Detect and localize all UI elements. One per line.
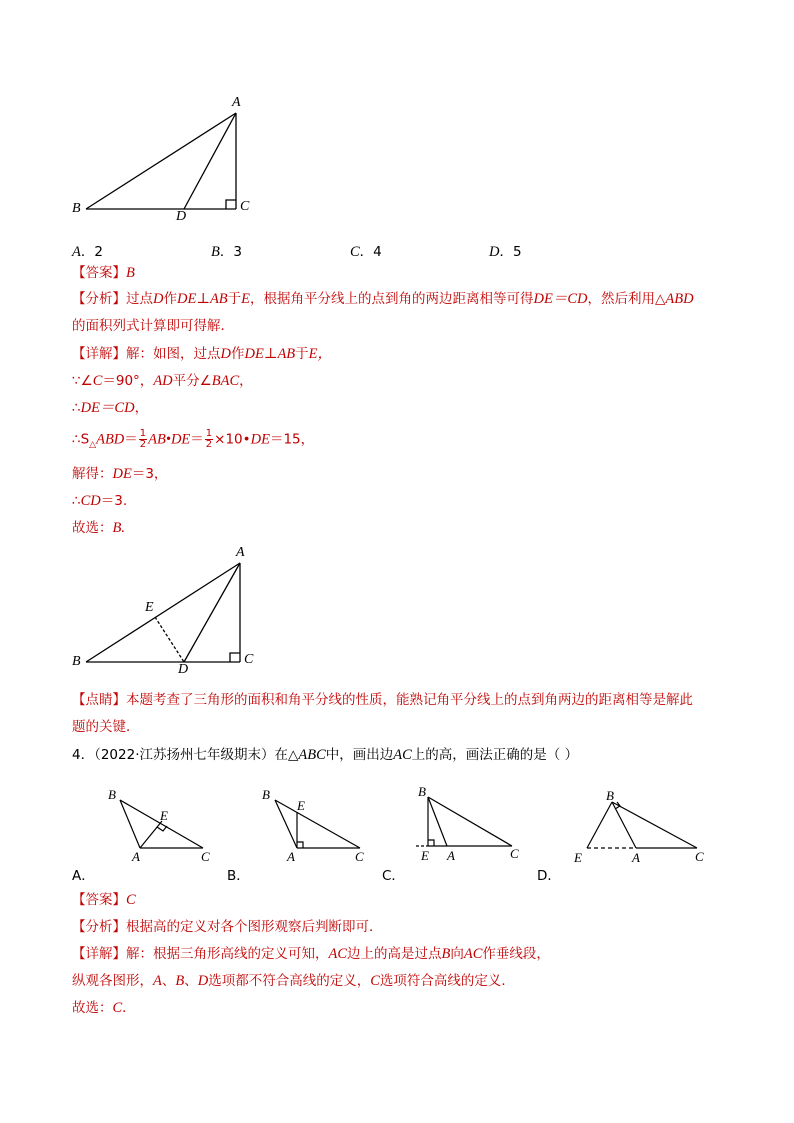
q3-note-line-2: 题的关键． (72, 719, 140, 735)
q4a-label-a: A (132, 849, 140, 864)
q4-option-d: D． (537, 868, 561, 884)
q4d-label-b: B (606, 788, 614, 803)
q4d-label-c: C (695, 849, 704, 864)
q4-option-c: C． (382, 868, 405, 884)
q4b-label-e: E (297, 798, 305, 813)
fraction-half-2: $\frac{1}{2}$ (205, 428, 213, 450)
q3-step-3: $\therefore S_\triangle ABD=$ $\frac{1}{2}$ AB•DE＝ $\frac{1}{2}$ ×10•DE＝15， (72, 428, 315, 451)
q4c-label-a: A (447, 848, 455, 863)
q4-option-a: A． (72, 868, 95, 884)
q4b-label-c: C (355, 849, 364, 864)
q4a-label-b: B (108, 787, 116, 802)
q4-detail-line-2: 纵观各图形，A、B、D选项都不符合高线的定义，C选项符合高线的定义． (72, 973, 515, 989)
q4c-label-c: C (510, 846, 519, 861)
q3-note-line-1: 【点睛】本题考查了三角形的面积和角平分线的性质，能熟记角平分线上的点到角两边的距离相等是解此 (72, 692, 693, 708)
q4d-label-e: E (574, 850, 582, 865)
fig1-label-d: D (176, 209, 187, 224)
q4a-label-c: C (201, 849, 210, 864)
q3-step-1: ∵∠C＝90°，AD平分∠BAC， (72, 373, 253, 389)
q4b-label-a: A (287, 849, 295, 864)
option-d: D．5 (489, 244, 522, 260)
q4-option-b: B． (227, 868, 250, 884)
q4a-label-e: E (160, 808, 168, 823)
option-b: B．3 (211, 244, 242, 260)
q3-answer: 【答案】B (72, 265, 135, 281)
q3-choose: 故选：B. (72, 520, 125, 536)
fig2-label-c: C (244, 652, 254, 667)
fig2-label-d: D (178, 662, 189, 677)
fig1-label-b: B (72, 201, 81, 216)
q4-analysis: 【分析】根据高的定义对各个图形观察后判断即可． (72, 919, 383, 935)
q4b-label-b: B (262, 787, 270, 802)
option-a: A．2 (72, 244, 103, 260)
q4-stem: 4．（2022·江苏扬州七年级期末）在△ABC中，画出边AC上的高，画法正确的是（ ） (72, 747, 579, 763)
option-c: C．4 (350, 244, 382, 260)
q3-step-2: ∴DE＝CD， (72, 400, 149, 416)
fig2-label-e: E (145, 600, 154, 615)
q4c-label-b: B (418, 784, 426, 799)
fig1-label-a: A (232, 95, 241, 110)
q3-detail-line-1: 【详解】解：如图，过点D作DE⊥AB于E， (72, 346, 333, 362)
q4-answer: 【答案】C (72, 892, 136, 908)
fig1-label-c: C (240, 199, 250, 214)
q4-detail-line-1: 【详解】解：根据三角形高线的定义可知，AC边上的高是过点B向AC作垂线段， (72, 946, 550, 962)
fig2-label-a: A (236, 545, 245, 560)
fraction-half-1: $\frac{1}{2}$ (139, 428, 147, 450)
fig2-label-b: B (72, 654, 81, 669)
q4d-label-a: A (632, 850, 640, 865)
q4c-label-e: E (421, 848, 429, 863)
q4-choose: 故选：C． (72, 1000, 136, 1016)
q3-step-5: ∴CD＝3. (72, 493, 128, 509)
q3-analysis-line-1: 【分析】过点D作DE⊥AB于E，根据角平分线上的点到角的两边距离相等可得DE＝CD，然后利用△ABD (72, 291, 694, 307)
q3-analysis-line-2: 的面积列式计算即可得解． (72, 318, 234, 334)
q3-step-4: 解得：DE＝3， (72, 466, 168, 482)
